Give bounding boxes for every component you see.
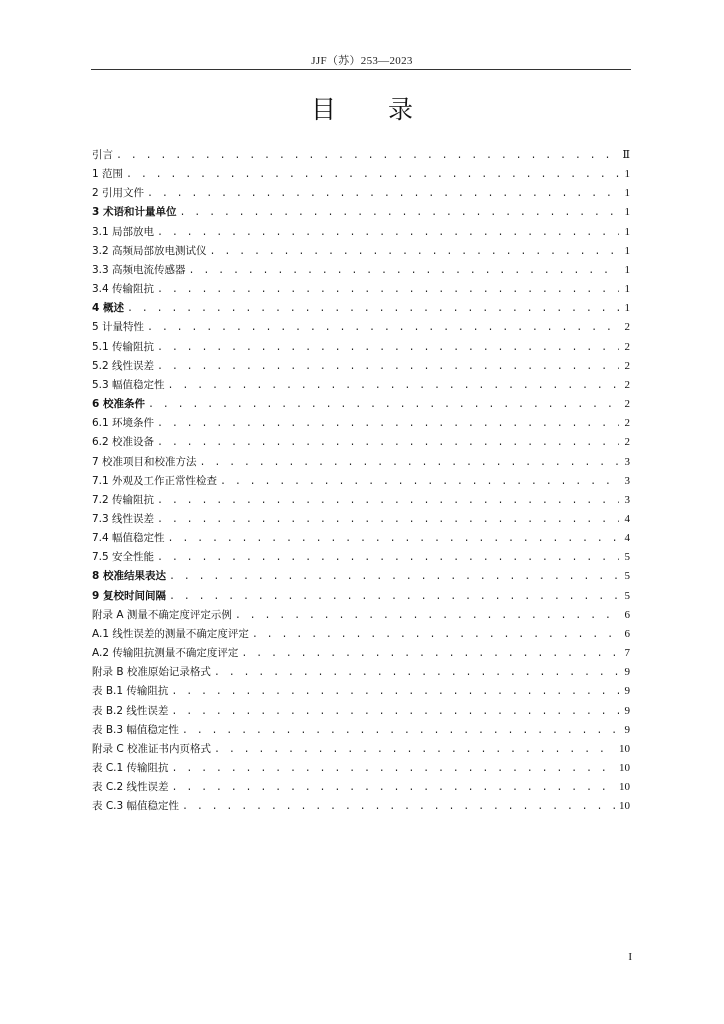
toc-entry-label: 5.2 线性误差 <box>92 359 155 372</box>
toc-entry-label: 5 计量特性 <box>92 321 145 334</box>
toc-entry-page: 2 <box>624 321 630 334</box>
toc-dot-leader <box>172 779 616 797</box>
toc-entry-label: 表 B.2 线性误差 <box>92 704 169 717</box>
toc-entry-label: 表 B.3 幅值稳定性 <box>92 723 179 736</box>
toc-entry-label: 附录 B 校准原始记录格式 <box>92 666 211 679</box>
toc-entry[interactable] <box>92 299 630 318</box>
toc-entry[interactable] <box>92 242 630 261</box>
toc-dot-leader <box>169 568 619 586</box>
toc-entry-label: 2 引用文件 <box>92 187 145 200</box>
toc-dot-leader <box>157 511 619 529</box>
toc-dot-leader <box>157 549 619 567</box>
toc-dot-leader <box>189 262 619 280</box>
toc-entry[interactable] <box>92 491 630 510</box>
toc-entry-page: 1 <box>624 168 630 181</box>
toc-entry-page: 10 <box>619 800 630 813</box>
toc-dot-leader <box>168 377 619 395</box>
toc-entry-page: 6 <box>624 627 630 640</box>
toc-entry-page: 1 <box>624 187 630 200</box>
toc-entry[interactable] <box>92 663 630 682</box>
page-title: 目 录 <box>311 95 435 124</box>
toc-dot-leader <box>214 664 619 682</box>
toc-entry[interactable] <box>92 778 630 797</box>
toc-entry[interactable] <box>92 203 630 222</box>
toc-dot-leader <box>157 434 619 452</box>
toc-entry[interactable] <box>92 510 630 529</box>
header-rule <box>91 69 631 70</box>
toc-entry[interactable] <box>92 625 630 644</box>
toc-entry-label: 表 C.3 幅值稳定性 <box>92 800 180 813</box>
toc-entry-page: 7 <box>624 647 630 660</box>
toc-entry-label: 7.5 安全性能 <box>92 551 155 564</box>
toc-entry-label: 5.3 幅值稳定性 <box>92 378 165 391</box>
toc-dot-leader <box>126 166 619 184</box>
toc-entry-label: 表 C.2 线性误差 <box>92 781 169 794</box>
toc-entry-label: 表 C.1 传输阻抗 <box>92 762 169 774</box>
toc-entry[interactable] <box>92 644 630 663</box>
toc-entry-label: 6.1 环境条件 <box>92 417 155 430</box>
toc-entry-label: 表 B.1 传输阻抗 <box>92 685 169 698</box>
toc-entry-page: Ⅱ <box>622 149 630 161</box>
toc-dot-leader <box>182 798 616 816</box>
toc-entry-label: 附录 C 校准证书内页格式 <box>92 742 212 755</box>
toc-entry-page: 6 <box>624 608 630 621</box>
toc-entry[interactable] <box>92 587 630 606</box>
toc-entry[interactable] <box>92 414 630 433</box>
toc-entry[interactable] <box>92 165 630 184</box>
toc-entry-page: 5 <box>624 551 630 564</box>
toc-dot-leader <box>210 243 619 261</box>
toc-entry[interactable] <box>92 606 630 625</box>
toc-dot-leader <box>220 473 619 491</box>
toc-entry-page: 10 <box>619 781 630 794</box>
toc-entry-page: 1 <box>624 206 630 219</box>
toc-entry-page: 10 <box>619 762 630 774</box>
toc-dot-leader <box>127 300 619 318</box>
toc-dot-leader <box>157 492 619 510</box>
toc-entry-page: 1 <box>624 263 630 276</box>
toc-entry-page: 3 <box>624 474 630 487</box>
toc-entry-label: 3.4 传输阻抗 <box>92 283 155 296</box>
toc-entry[interactable] <box>92 740 630 759</box>
toc-entry-label: 8 校准结果表达 <box>92 570 166 583</box>
toc-entry-page: 5 <box>624 570 630 583</box>
toc-entry-page: 9 <box>624 666 630 679</box>
toc-dot-leader <box>179 204 619 222</box>
toc-dot-leader <box>147 185 619 203</box>
toc-dot-leader <box>241 645 619 663</box>
toc-entry-page: 2 <box>624 398 630 411</box>
toc-entry-label: 1 范围 <box>92 168 124 181</box>
toc-entry-label: 引言 <box>92 149 113 161</box>
toc-dot-leader <box>182 722 619 740</box>
toc-entry-page: 1 <box>624 244 630 257</box>
toc-entry[interactable] <box>92 529 630 548</box>
toc-entry-page: 2 <box>624 378 630 391</box>
toc-dot-leader <box>157 281 619 299</box>
toc-entry-label: 附录 A 测量不确定度评定示例 <box>92 608 232 621</box>
toc-entry-label: 4 概述 <box>92 302 124 315</box>
toc-entry-page: 1 <box>624 283 630 296</box>
toc-dot-leader <box>157 339 619 357</box>
toc-dot-leader <box>169 588 619 606</box>
toc-dot-leader <box>168 530 619 548</box>
toc-entry[interactable] <box>92 376 630 395</box>
toc-dot-leader <box>116 147 619 165</box>
toc-entry-page: 9 <box>624 685 630 698</box>
toc-dot-leader <box>200 454 619 472</box>
toc-entry-label: A.2 传输阻抗测量不确定度评定 <box>92 647 239 660</box>
toc-entry-page: 2 <box>624 436 630 449</box>
toc-entry-label: 6.2 校准设备 <box>92 436 155 449</box>
toc-entry-label: 7.4 幅值稳定性 <box>92 532 165 545</box>
toc-entry[interactable] <box>92 223 630 242</box>
toc-entry[interactable] <box>92 280 630 299</box>
toc-entry[interactable] <box>92 472 630 491</box>
toc-entry[interactable] <box>92 318 630 337</box>
toc-entry[interactable] <box>92 433 630 452</box>
toc-dot-leader <box>157 224 619 242</box>
toc-entry[interactable] <box>92 702 630 721</box>
toc-entry-page: 3 <box>624 455 630 468</box>
toc-entry[interactable] <box>92 682 630 701</box>
toc-entry[interactable] <box>92 759 630 778</box>
toc-dot-leader <box>172 760 616 778</box>
toc-entry-label: 7 校准项目和校准方法 <box>92 455 197 468</box>
toc-entry-label: A.1 线性误差的测量不确定度评定 <box>92 627 249 640</box>
toc-entry-page: 3 <box>624 493 630 506</box>
toc-entry[interactable] <box>92 453 630 472</box>
toc-entry-label: 3 术语和计量单位 <box>92 206 177 219</box>
toc-entry-page: 1 <box>624 225 630 238</box>
document-code-header: JJF（苏）253—2023 <box>311 55 413 67</box>
toc-entry-label: 3.1 局部放电 <box>92 225 155 238</box>
toc-entry-label: 3.2 高频局部放电测试仪 <box>92 244 207 257</box>
toc-entry[interactable] <box>92 548 630 567</box>
toc-entry[interactable] <box>92 797 630 816</box>
toc-entry-page: 9 <box>624 704 630 717</box>
toc-entry[interactable] <box>92 357 630 376</box>
toc-entry-page: 5 <box>624 589 630 602</box>
toc-entry-label: 6 校准条件 <box>92 398 145 411</box>
toc-dot-leader <box>171 703 619 721</box>
toc-entry-label: 7.3 线性误差 <box>92 512 155 525</box>
toc-entry-page: 10 <box>619 742 630 755</box>
toc-dot-leader <box>171 683 619 701</box>
toc-entry[interactable] <box>92 338 630 357</box>
toc-dot-leader <box>252 626 619 644</box>
toc-entry[interactable] <box>92 261 630 280</box>
toc-dot-leader <box>157 358 619 376</box>
toc-entry[interactable] <box>92 395 630 414</box>
toc-entry-page: 4 <box>624 532 630 545</box>
toc-entry[interactable] <box>92 184 630 203</box>
toc-dot-leader <box>148 396 619 414</box>
toc-dot-leader <box>147 319 619 337</box>
toc-entry-label: 3.3 高频电流传感器 <box>92 263 186 276</box>
page-number: I <box>628 951 632 963</box>
toc-dot-leader <box>214 741 616 759</box>
toc-entry-label: 5.1 传输阻抗 <box>92 340 155 353</box>
toc-dot-leader <box>157 415 619 433</box>
toc-entry[interactable] <box>92 567 630 586</box>
toc-entry[interactable] <box>92 146 630 165</box>
toc-entry-page: 2 <box>624 340 630 353</box>
toc-entry-page: 2 <box>624 417 630 430</box>
toc-entry-label: 9 复校时间间隔 <box>92 589 166 602</box>
toc-entry-label: 7.2 传输阻抗 <box>92 493 155 506</box>
toc-entry-page: 4 <box>624 512 630 525</box>
toc-entry-page: 1 <box>624 302 630 315</box>
toc-entry-page: 9 <box>624 723 630 736</box>
toc-dot-leader <box>235 607 619 625</box>
table-of-contents <box>92 146 630 816</box>
toc-entry-label: 7.1 外观及工作正常性检查 <box>92 474 218 487</box>
toc-entry-page: 2 <box>624 359 630 372</box>
toc-entry[interactable] <box>92 721 630 740</box>
